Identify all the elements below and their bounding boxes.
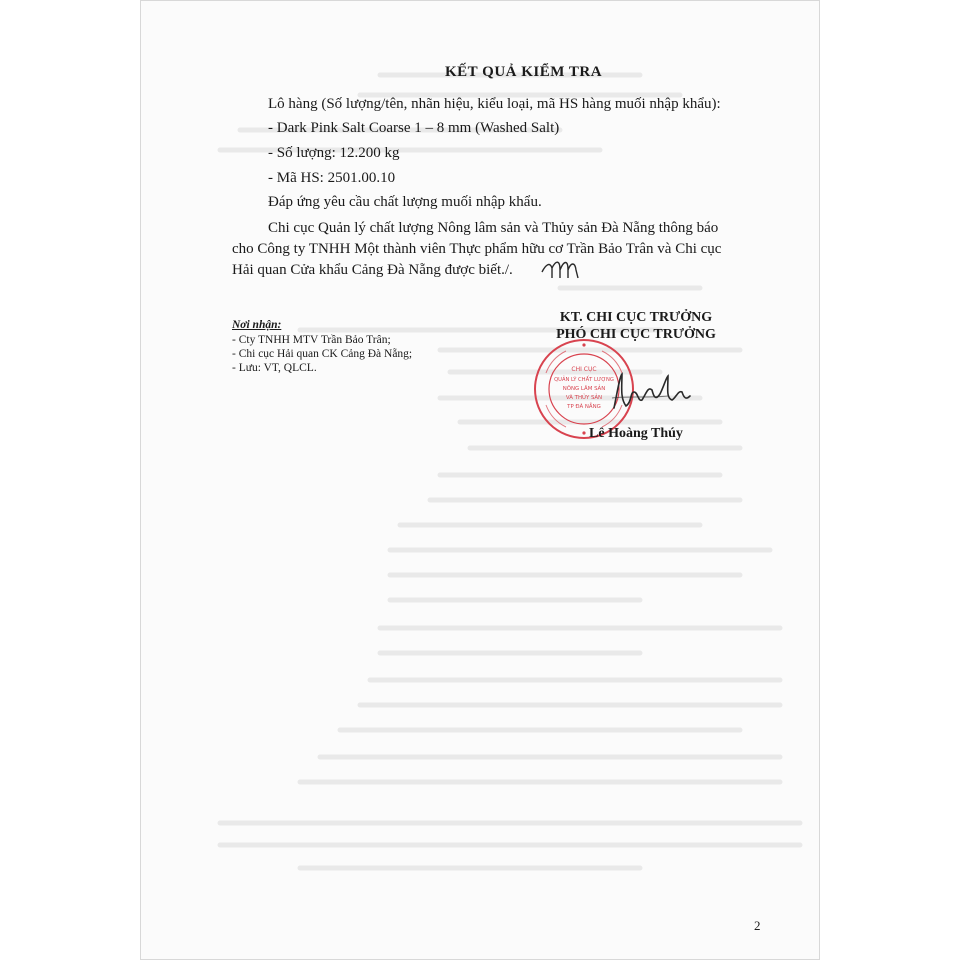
document-page: [140, 0, 820, 960]
stamp-text: NÔNG LÂM SẢN: [562, 386, 606, 392]
lot-intro: Lô hàng (Số lượng/tên, nhãn hiệu, kiểu loại, mã HS hàng muối nhập khẩu):: [268, 96, 721, 112]
signer-name: Lê Hoàng Thúy: [589, 426, 683, 441]
signature-role-line-1: KT. CHI CỤC TRƯỞNG: [559, 310, 713, 325]
lot-item-quantity: - Số lượng: 12.200 kg: [268, 145, 400, 161]
stamp-text: CHI CỤC: [571, 366, 597, 373]
initials-mark: [540, 258, 580, 282]
recipients-heading: Nơi nhận:: [232, 319, 282, 331]
signature-role-line-2: PHÓ CHI CỤC TRƯỞNG: [556, 327, 716, 342]
page-number: 2: [754, 918, 761, 933]
lot-item-hs-code: - Mã HS: 2501.00.10: [268, 170, 396, 186]
notice-line-1: Chi cục Quản lý chất lượng Nông lâm sản và Thủy sản Đà Nẵng thông báo: [268, 220, 719, 236]
document-title: KẾT QUẢ KIỂM TRA: [445, 64, 603, 80]
stamp-text: TP ĐÀ NẴNG: [567, 404, 601, 410]
notice-line-3: Hải quan Cửa khẩu Cảng Đà Nẵng được biết./.: [232, 262, 513, 278]
recipient-item: - Lưu: VT, QLCL.: [232, 362, 317, 374]
notice-line-2: cho Công ty TNHH Một thành viên Thực phẩm hữu cơ Trần Bảo Trân và Chi cục: [232, 241, 722, 257]
bleed-through-texture: [140, 0, 820, 960]
conclusion-text: Đáp ứng yêu cầu chất lượng muối nhập khẩu.: [268, 194, 542, 210]
recipient-item: - Cty TNHH MTV Trần Bảo Trân;: [232, 334, 391, 346]
stamp-text: QUẢN LÝ CHẤT LƯỢNG: [554, 377, 614, 383]
handwritten-signature: [608, 368, 692, 412]
stamp-text: VÀ THỦY SẢN: [565, 395, 603, 401]
lot-item-product: - Dark Pink Salt Coarse 1 – 8 mm (Washed Salt): [268, 120, 560, 136]
recipient-item: - Chi cục Hải quan CK Cảng Đà Nẵng;: [232, 348, 413, 360]
